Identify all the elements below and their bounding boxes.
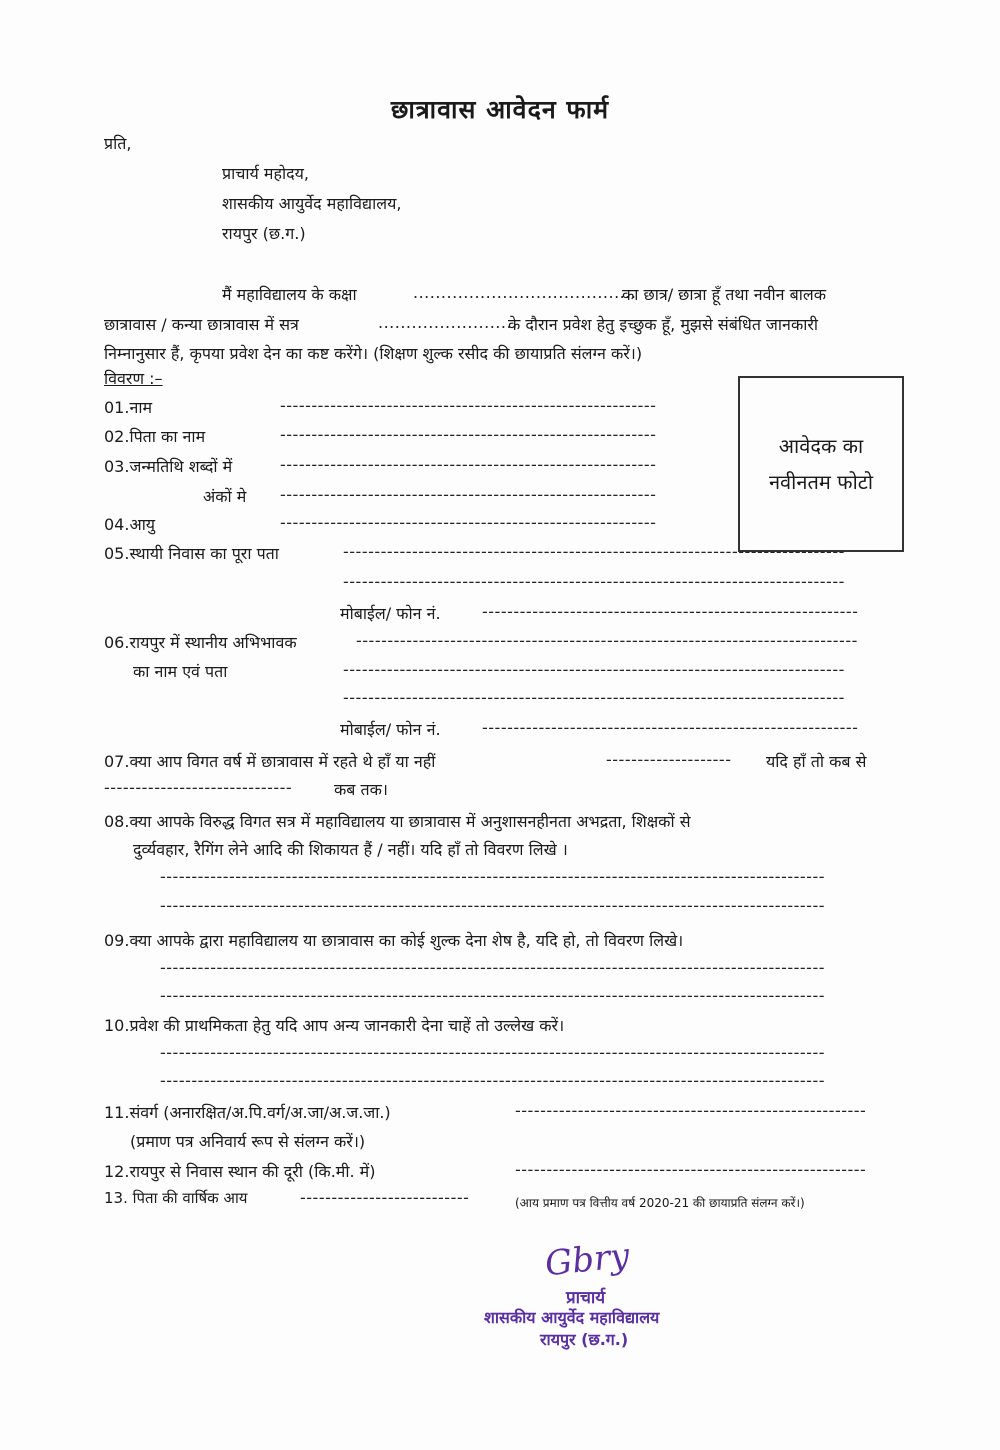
photo-box[interactable] bbox=[738, 376, 904, 552]
field-distance-line[interactable]: -------------------------------------------------------- bbox=[515, 1160, 867, 1179]
field-prev-hostel-to-label: कब तक। bbox=[334, 780, 388, 799]
stamp-title: प्राचार्य bbox=[566, 1288, 606, 1308]
field-guardian-line1[interactable]: -------------------------------------------------------------------------------- bbox=[356, 631, 858, 650]
field-address-line1[interactable]: -------------------------------------------------------------------------------- bbox=[343, 542, 845, 561]
stamp-city: रायपुर (छ.ग.) bbox=[540, 1330, 629, 1349]
field-guardian-label2: का नाम एवं पता bbox=[133, 662, 228, 681]
field-address-line2[interactable]: -------------------------------------------------------------------------------- bbox=[343, 572, 845, 591]
field-guardian-label: 06.रायपुर में स्थानीय अभिभावक bbox=[104, 633, 297, 652]
intro-line2-b: के दौरान प्रवेश हेतु इच्छुक हूँ, मुझसे संबंधित जानकारी bbox=[508, 315, 819, 334]
intro-line2-a: छात्रावास / कन्या छात्रावास में सत्र bbox=[104, 315, 299, 334]
field-discipline-line1[interactable]: ---------------------------------------------------------------------------------------------------------- bbox=[160, 867, 825, 886]
field-mobile-line[interactable]: ------------------------------------------------------------ bbox=[482, 602, 859, 621]
field-father-line[interactable]: ------------------------------------------------------------ bbox=[280, 425, 657, 444]
field-dob-digits-label: अंकों मे bbox=[203, 487, 247, 506]
field-dues-label: 09.क्या आपके द्वारा महाविद्यालय या छात्रावास का कोई शुल्क देना शेष है, यदि हो, तो विवरण लिखे। bbox=[104, 931, 684, 950]
field-father-label: 02.पिता का नाम bbox=[104, 427, 206, 446]
address-line1: प्राचार्य महोदय, bbox=[222, 164, 309, 183]
field-guardian-mobile-label: मोबाईल/ फोन नं. bbox=[340, 720, 441, 739]
salutation: प्रति, bbox=[104, 134, 132, 153]
field-dob-words-line[interactable]: ------------------------------------------------------------ bbox=[280, 455, 657, 474]
field-category-line[interactable]: -------------------------------------------------------- bbox=[515, 1101, 867, 1120]
session-dots[interactable]: ......................... bbox=[378, 313, 518, 332]
field-distance-label: 12.रायपुर से निवास स्थान की दूरी (कि.मी. में) bbox=[104, 1162, 376, 1181]
field-guardian-line2[interactable]: -------------------------------------------------------------------------------- bbox=[343, 660, 845, 679]
field-dues-line2[interactable]: ---------------------------------------------------------------------------------------------------------- bbox=[160, 986, 825, 1005]
field-discipline-label2: दुर्व्यवहार, रैगिंग लेने आदि की शिकायत हैं / नहीं। यदि हाँ तो विवरण लिखे । bbox=[133, 840, 568, 859]
class-dots[interactable]: ........................................ bbox=[413, 283, 637, 302]
address-line3: रायपुर (छ.ग.) bbox=[222, 224, 306, 243]
field-guardian-mobile-line[interactable]: ------------------------------------------------------------ bbox=[482, 718, 859, 737]
field-guardian-line3[interactable]: -------------------------------------------------------------------------------- bbox=[343, 688, 845, 707]
field-category-note: (प्रमाण पत्र अनिवार्य रूप से संलग्न करें।) bbox=[130, 1132, 366, 1151]
field-age-label: 04.आयु bbox=[104, 515, 156, 534]
field-priority-line2[interactable]: ---------------------------------------------------------------------------------------------------------- bbox=[160, 1071, 825, 1090]
stamp-college: शासकीय आयुर्वेद महाविद्यालय bbox=[484, 1308, 660, 1327]
details-heading: विवरण :– bbox=[104, 369, 163, 388]
field-priority-line1[interactable]: ---------------------------------------------------------------------------------------------------------- bbox=[160, 1043, 825, 1062]
field-dob-digits-line[interactable]: ------------------------------------------------------------ bbox=[280, 485, 657, 504]
address-line2: शासकीय आयुर्वेद महाविद्यालय, bbox=[222, 194, 402, 213]
intro-line3: निम्नानुसार हैं, कृपया प्रवेश देन का कष्ट करेंगे। (शिक्षण शुल्क रसीद की छायाप्रति संलग्न करें।) bbox=[104, 344, 643, 363]
field-income-line[interactable]: --------------------------- bbox=[300, 1188, 470, 1207]
field-name-line[interactable]: ------------------------------------------------------------ bbox=[280, 396, 657, 415]
field-discipline-label1: 08.क्या आपके विरुद्ध विगत सत्र में महाविद्यालय या छात्रावास में अनुशासनहीनता अभद्रता, शिक्षकों से bbox=[104, 812, 691, 831]
field-income-label: 13. पिता की वार्षिक आय bbox=[104, 1189, 248, 1207]
field-mobile-label: मोबाईल/ फोन नं. bbox=[340, 604, 441, 623]
field-prev-hostel-line[interactable]: -------------------- bbox=[606, 750, 732, 769]
field-discipline-line2[interactable]: ---------------------------------------------------------------------------------------------------------- bbox=[160, 896, 825, 915]
field-income-note: (आय प्रमाण पत्र वित्तीय वर्ष 2020-21 की छायाप्रति संलग्न करें।) bbox=[515, 1196, 805, 1210]
field-address-label: 05.स्थायी निवास का पूरा पता bbox=[104, 544, 279, 563]
field-prev-hostel-from-line[interactable]: ------------------------------ bbox=[104, 778, 293, 797]
intro-line1-a: मैं महाविद्यालय के कक्षा bbox=[222, 285, 357, 304]
field-age-line[interactable]: ------------------------------------------------------------ bbox=[280, 513, 657, 532]
photo-label-line2: नवीनतम फोटो bbox=[768, 470, 874, 494]
field-prev-hostel-label: 07.क्या आप विगत वर्ष में छात्रावास में रहते थे हाँ या नहीं bbox=[104, 752, 436, 771]
field-priority-label: 10.प्रवेश की प्राथमिकता हेतु यदि आप अन्य जानकारी देना चाहें तो उल्लेख करें। bbox=[104, 1016, 565, 1035]
field-name-label: 01.नाम bbox=[104, 398, 153, 417]
page-title: छात्रावास आवेदन फार्म bbox=[390, 95, 610, 124]
field-category-label: 11.संवर्ग (अनारक्षित/अ.पि.वर्ग/अ.जा/अ.ज.जा.) bbox=[104, 1103, 391, 1122]
principal-signature: Gbry bbox=[543, 1235, 632, 1285]
intro-line1-b: का छात्र/ छात्रा हूँ तथा नवीन बालक bbox=[622, 285, 827, 304]
field-dues-line1[interactable]: ---------------------------------------------------------------------------------------------------------- bbox=[160, 958, 825, 977]
field-prev-hostel-from-label: यदि हाँ तो कब से bbox=[766, 752, 867, 771]
field-dob-words-label: 03.जन्मतिथि शब्दों में bbox=[104, 457, 233, 476]
photo-label-line1: आवेदक का bbox=[778, 434, 864, 458]
